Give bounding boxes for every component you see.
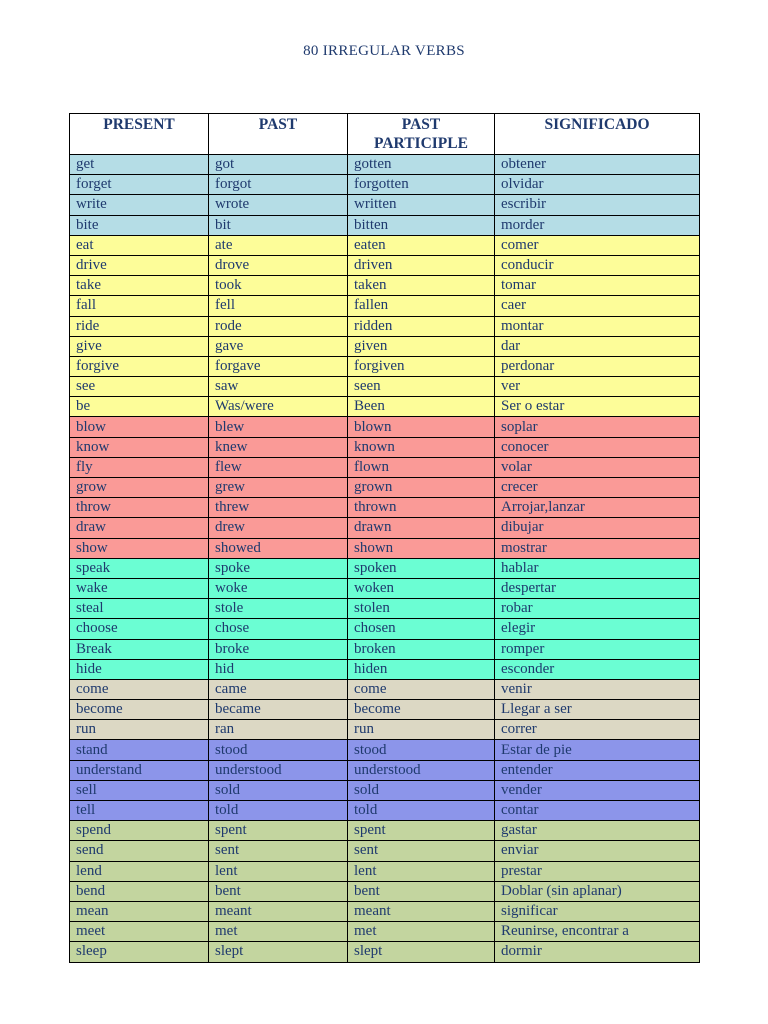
cell-present: know: [70, 437, 209, 457]
cell-past-participle: shown: [348, 538, 495, 558]
cell-significado: contar: [495, 801, 700, 821]
cell-past: flew: [209, 457, 348, 477]
irregular-verbs-table: [69, 113, 700, 963]
cell-significado: perdonar: [495, 356, 700, 376]
table-row: [70, 599, 700, 619]
cell-present: throw: [70, 498, 209, 518]
cell-present: spend: [70, 821, 209, 841]
cell-present: bite: [70, 215, 209, 235]
table-row: [70, 235, 700, 255]
table-row: [70, 195, 700, 215]
cell-present: forgive: [70, 356, 209, 376]
table-row: [70, 841, 700, 861]
cell-significado: Arrojar,lanzar: [495, 498, 700, 518]
cell-past: chose: [209, 619, 348, 639]
cell-past-participle: become: [348, 700, 495, 720]
cell-past: stole: [209, 599, 348, 619]
table-row: [70, 700, 700, 720]
table-row: [70, 780, 700, 800]
cell-past-participle: driven: [348, 255, 495, 275]
table-row: [70, 801, 700, 821]
cell-present: understand: [70, 760, 209, 780]
cell-past: woke: [209, 578, 348, 598]
table-row: [70, 437, 700, 457]
cell-past: showed: [209, 538, 348, 558]
cell-past-participle: bent: [348, 881, 495, 901]
cell-present: drive: [70, 255, 209, 275]
cell-past-participle: Been: [348, 397, 495, 417]
cell-significado: Estar de pie: [495, 740, 700, 760]
table-row: [70, 215, 700, 235]
cell-past: broke: [209, 639, 348, 659]
header-past: PAST: [209, 114, 348, 155]
cell-past: forgot: [209, 175, 348, 195]
cell-present: run: [70, 720, 209, 740]
cell-past-participle: told: [348, 801, 495, 821]
cell-past-participle: known: [348, 437, 495, 457]
cell-present: meet: [70, 922, 209, 942]
cell-significado: entender: [495, 760, 700, 780]
cell-past: saw: [209, 377, 348, 397]
cell-past-participle: gotten: [348, 155, 495, 175]
table-row: [70, 578, 700, 598]
cell-past-participle: stolen: [348, 599, 495, 619]
cell-present: take: [70, 276, 209, 296]
cell-past: threw: [209, 498, 348, 518]
table-header: [70, 114, 700, 155]
cell-past: lent: [209, 861, 348, 881]
cell-significado: despertar: [495, 578, 700, 598]
cell-present: write: [70, 195, 209, 215]
cell-past-participle: spoken: [348, 558, 495, 578]
cell-past: slept: [209, 942, 348, 962]
cell-past-participle: run: [348, 720, 495, 740]
table-row: [70, 942, 700, 962]
cell-past: understood: [209, 760, 348, 780]
cell-past: took: [209, 276, 348, 296]
cell-significado: robar: [495, 599, 700, 619]
table-row: [70, 861, 700, 881]
cell-past: sold: [209, 780, 348, 800]
cell-present: come: [70, 679, 209, 699]
cell-present: ride: [70, 316, 209, 336]
cell-past: came: [209, 679, 348, 699]
table-row: [70, 881, 700, 901]
table-row: [70, 518, 700, 538]
cell-past-participle: met: [348, 922, 495, 942]
cell-present: send: [70, 841, 209, 861]
cell-significado: dibujar: [495, 518, 700, 538]
cell-present: get: [70, 155, 209, 175]
header-past-participle: PAST PARTICIPLE: [348, 114, 495, 155]
cell-present: tell: [70, 801, 209, 821]
cell-present: Break: [70, 639, 209, 659]
cell-significado: Llegar a ser: [495, 700, 700, 720]
cell-past-participle: slept: [348, 942, 495, 962]
table-row: [70, 255, 700, 275]
cell-present: see: [70, 377, 209, 397]
cell-past-participle: thrown: [348, 498, 495, 518]
cell-past-participle: lent: [348, 861, 495, 881]
cell-significado: mostrar: [495, 538, 700, 558]
cell-present: sell: [70, 780, 209, 800]
cell-past-participle: forgiven: [348, 356, 495, 376]
cell-past-participle: bitten: [348, 215, 495, 235]
cell-past-participle: meant: [348, 901, 495, 921]
cell-past-participle: chosen: [348, 619, 495, 639]
cell-past: rode: [209, 316, 348, 336]
cell-significado: prestar: [495, 861, 700, 881]
table-row: [70, 901, 700, 921]
cell-significado: escribir: [495, 195, 700, 215]
cell-past: meant: [209, 901, 348, 921]
cell-past: spent: [209, 821, 348, 841]
cell-significado: volar: [495, 457, 700, 477]
cell-past: knew: [209, 437, 348, 457]
cell-significado: hablar: [495, 558, 700, 578]
table-row: [70, 821, 700, 841]
header-significado: SIGNIFICADO: [495, 114, 700, 155]
cell-past-participle: fallen: [348, 296, 495, 316]
cell-significado: Reunirse, encontrar a: [495, 922, 700, 942]
cell-past-participle: come: [348, 679, 495, 699]
cell-significado: romper: [495, 639, 700, 659]
table-row: [70, 155, 700, 175]
cell-past: bit: [209, 215, 348, 235]
cell-past-participle: eaten: [348, 235, 495, 255]
cell-present: be: [70, 397, 209, 417]
cell-past-participle: drawn: [348, 518, 495, 538]
cell-past-participle: sold: [348, 780, 495, 800]
cell-significado: conducir: [495, 255, 700, 275]
cell-past-participle: hiden: [348, 659, 495, 679]
cell-significado: caer: [495, 296, 700, 316]
table-row: [70, 377, 700, 397]
cell-significado: gastar: [495, 821, 700, 841]
table-row: [70, 619, 700, 639]
cell-past-participle: understood: [348, 760, 495, 780]
cell-significado: dar: [495, 336, 700, 356]
table-row: [70, 679, 700, 699]
cell-past-participle: ridden: [348, 316, 495, 336]
table-row: [70, 417, 700, 437]
cell-significado: ver: [495, 377, 700, 397]
cell-present: choose: [70, 619, 209, 639]
cell-significado: morder: [495, 215, 700, 235]
cell-past: drove: [209, 255, 348, 275]
table-row: [70, 478, 700, 498]
cell-significado: dormir: [495, 942, 700, 962]
cell-significado: soplar: [495, 417, 700, 437]
cell-significado: vender: [495, 780, 700, 800]
cell-past: ran: [209, 720, 348, 740]
cell-significado: comer: [495, 235, 700, 255]
cell-significado: crecer: [495, 478, 700, 498]
cell-past-participle: flown: [348, 457, 495, 477]
table-row: [70, 336, 700, 356]
cell-past-participle: grown: [348, 478, 495, 498]
table-row: [70, 922, 700, 942]
cell-present: blow: [70, 417, 209, 437]
cell-present: stand: [70, 740, 209, 760]
table-row: [70, 558, 700, 578]
cell-past-participle: taken: [348, 276, 495, 296]
table-row: [70, 659, 700, 679]
cell-past: fell: [209, 296, 348, 316]
cell-past: sent: [209, 841, 348, 861]
cell-present: bend: [70, 881, 209, 901]
cell-past: drew: [209, 518, 348, 538]
table-row: [70, 760, 700, 780]
cell-past: ate: [209, 235, 348, 255]
header-row: [70, 114, 700, 155]
table-row: [70, 276, 700, 296]
cell-past: blew: [209, 417, 348, 437]
cell-present: become: [70, 700, 209, 720]
cell-past: stood: [209, 740, 348, 760]
cell-significado: correr: [495, 720, 700, 740]
cell-significado: venir: [495, 679, 700, 699]
cell-present: steal: [70, 599, 209, 619]
table-row: [70, 498, 700, 518]
cell-present: give: [70, 336, 209, 356]
table-row: [70, 639, 700, 659]
cell-past-participle: given: [348, 336, 495, 356]
document-title: 80 IRREGULAR VERBS: [303, 43, 465, 59]
cell-significado: montar: [495, 316, 700, 336]
cell-present: draw: [70, 518, 209, 538]
cell-present: eat: [70, 235, 209, 255]
table-row: [70, 720, 700, 740]
cell-significado: olvidar: [495, 175, 700, 195]
cell-past: wrote: [209, 195, 348, 215]
table-row: [70, 538, 700, 558]
cell-past: bent: [209, 881, 348, 901]
cell-past-participle: written: [348, 195, 495, 215]
table-row: [70, 457, 700, 477]
table-row: [70, 316, 700, 336]
cell-past: spoke: [209, 558, 348, 578]
cell-past-participle: sent: [348, 841, 495, 861]
cell-present: show: [70, 538, 209, 558]
cell-past: told: [209, 801, 348, 821]
cell-past: got: [209, 155, 348, 175]
cell-present: sleep: [70, 942, 209, 962]
header-present: PRESENT: [70, 114, 209, 155]
cell-past: gave: [209, 336, 348, 356]
cell-present: forget: [70, 175, 209, 195]
cell-past-participle: stood: [348, 740, 495, 760]
cell-past: met: [209, 922, 348, 942]
cell-significado: Ser o estar: [495, 397, 700, 417]
cell-significado: obtener: [495, 155, 700, 175]
cell-present: grow: [70, 478, 209, 498]
cell-past-participle: broken: [348, 639, 495, 659]
cell-past-participle: seen: [348, 377, 495, 397]
cell-significado: enviar: [495, 841, 700, 861]
cell-past-participle: spent: [348, 821, 495, 841]
cell-past: Was/were: [209, 397, 348, 417]
table-row: [70, 740, 700, 760]
cell-present: mean: [70, 901, 209, 921]
cell-significado: tomar: [495, 276, 700, 296]
cell-past: hid: [209, 659, 348, 679]
cell-present: wake: [70, 578, 209, 598]
table-row: [70, 397, 700, 417]
table-row: [70, 296, 700, 316]
table-body: [70, 155, 700, 963]
cell-present: hide: [70, 659, 209, 679]
cell-significado: elegir: [495, 619, 700, 639]
cell-present: fall: [70, 296, 209, 316]
table-row: [70, 356, 700, 376]
cell-past: became: [209, 700, 348, 720]
cell-present: lend: [70, 861, 209, 881]
cell-significado: Doblar (sin aplanar): [495, 881, 700, 901]
cell-significado: significar: [495, 901, 700, 921]
cell-present: fly: [70, 457, 209, 477]
table-row: [70, 175, 700, 195]
cell-past-participle: forgotten: [348, 175, 495, 195]
cell-significado: conocer: [495, 437, 700, 457]
cell-present: speak: [70, 558, 209, 578]
cell-significado: esconder: [495, 659, 700, 679]
cell-past: forgave: [209, 356, 348, 376]
cell-past-participle: woken: [348, 578, 495, 598]
cell-past: grew: [209, 478, 348, 498]
cell-past-participle: blown: [348, 417, 495, 437]
